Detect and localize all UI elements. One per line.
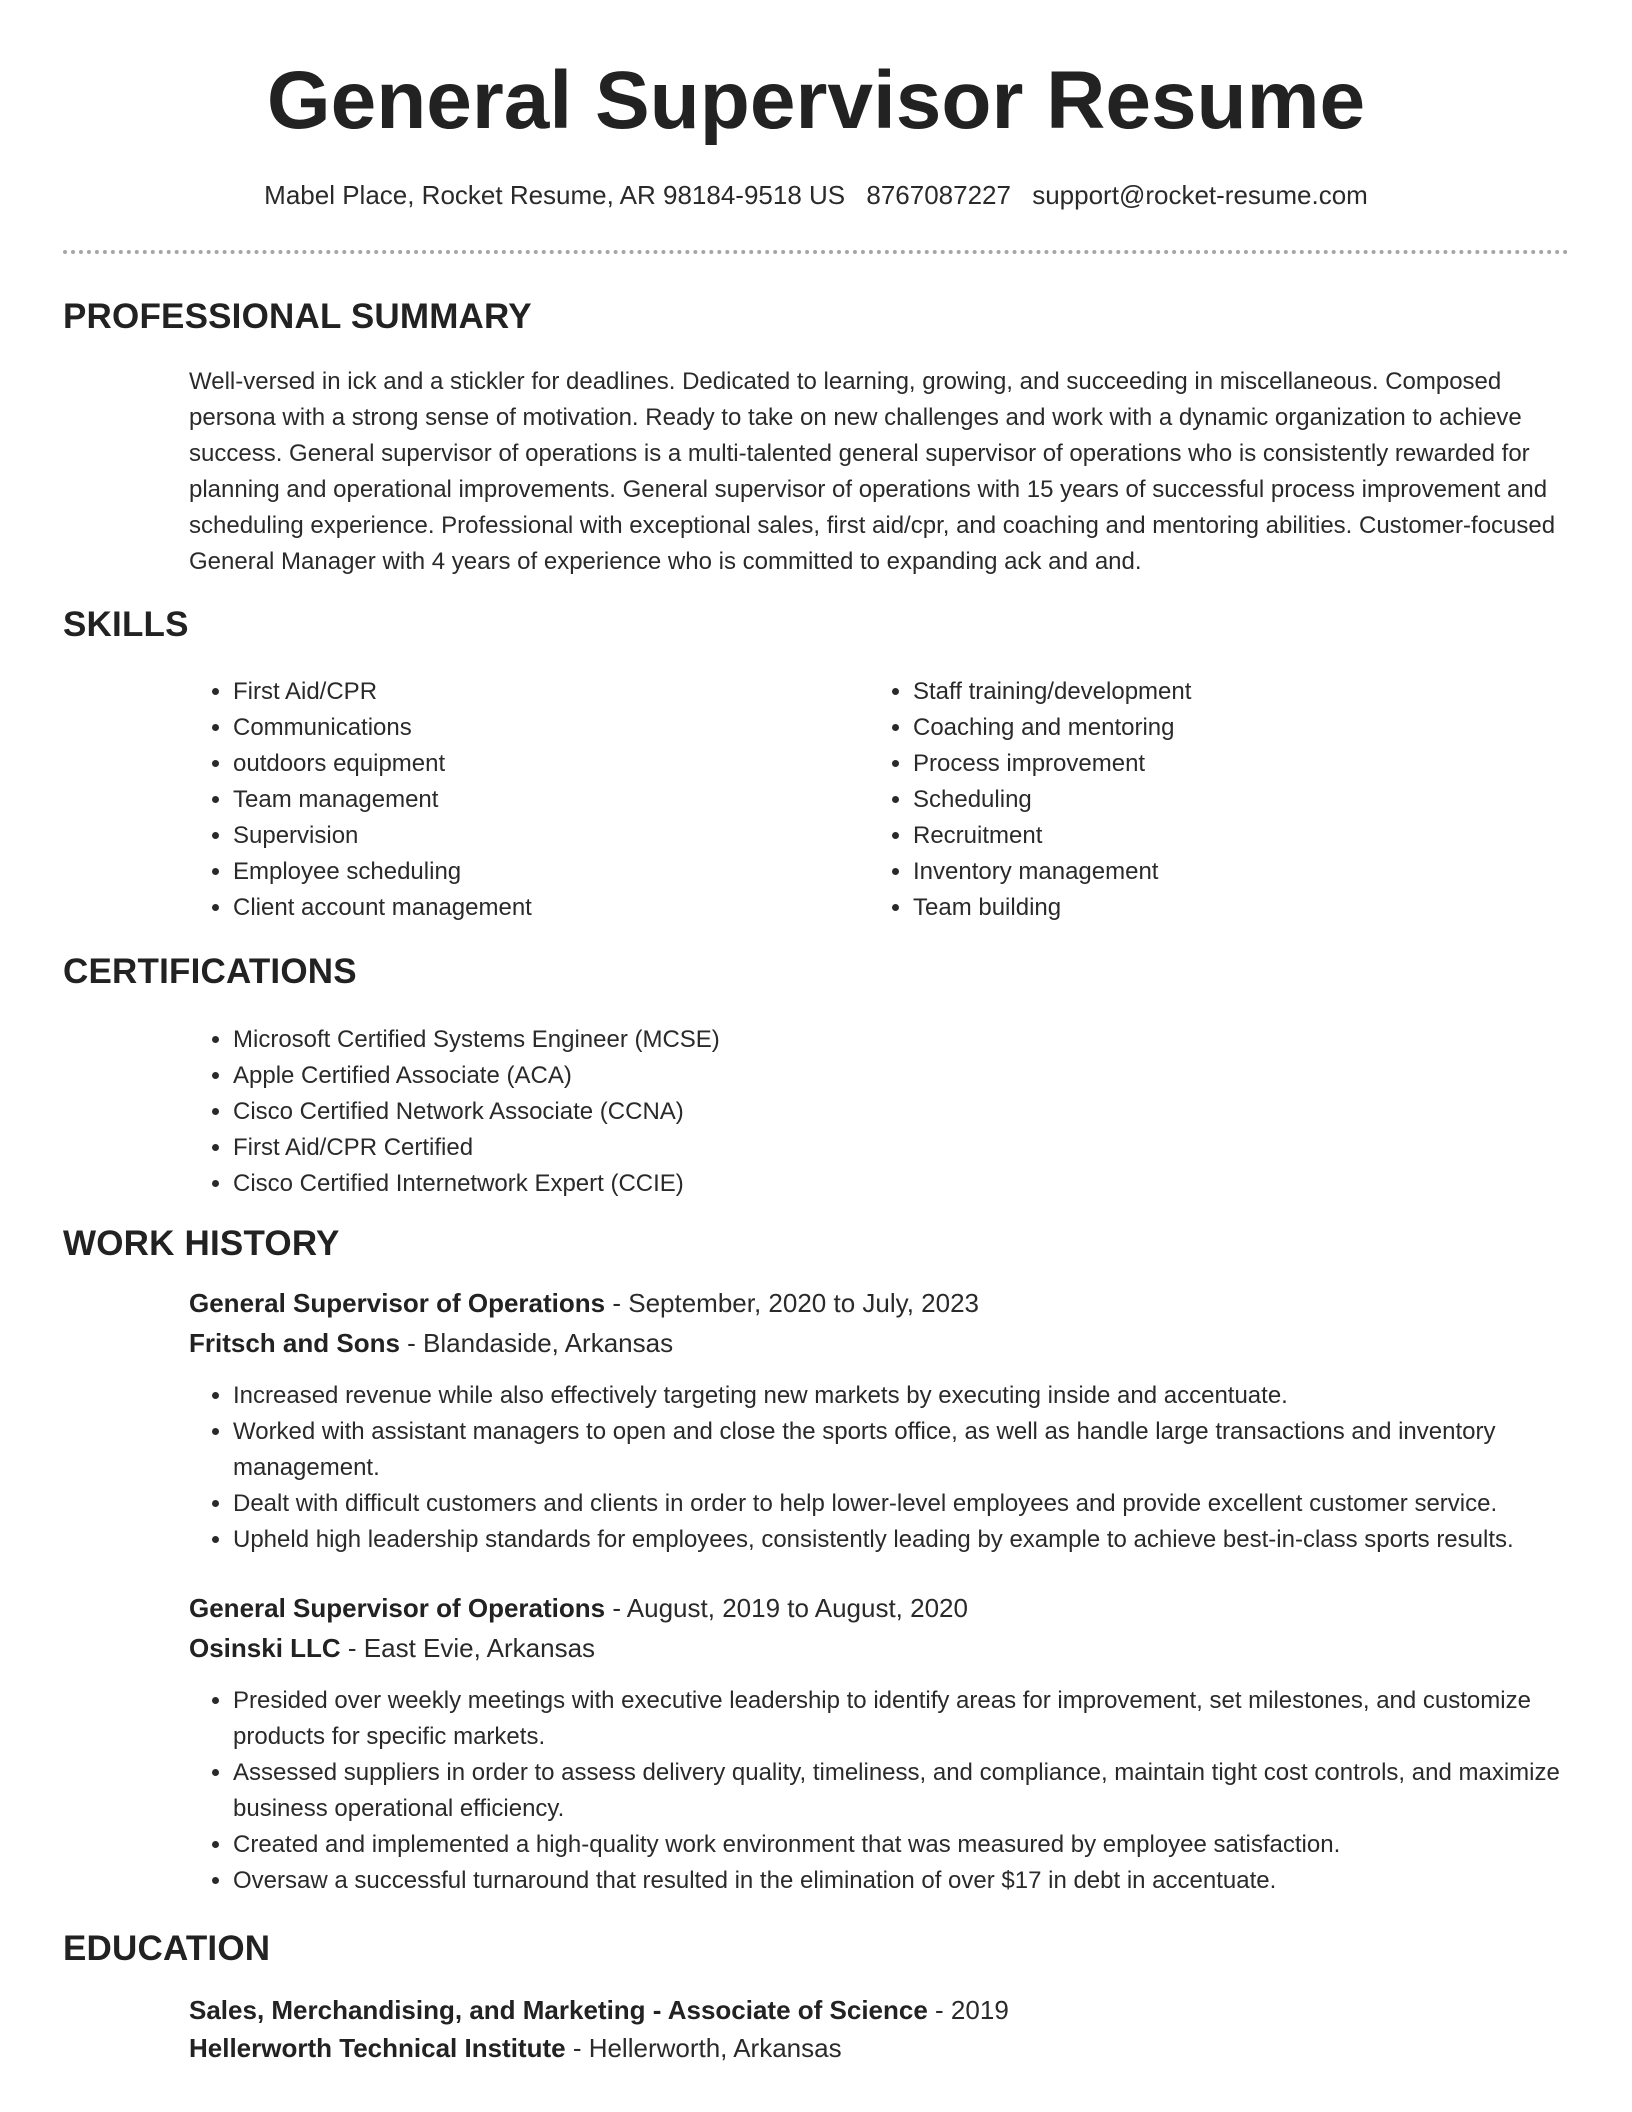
job-2-bullets <box>189 1683 1589 1899</box>
job-bullet: • Increased revenue while also effectively targeting new markets by executing inside and accentuate. <box>233 1378 1589 1414</box>
certification-item: • Microsoft Certified Systems Engineer (MCSE) <box>233 1022 1389 1058</box>
job-location: - East Evie, Arkansas <box>340 1633 596 1663</box>
skills-column-left <box>189 674 849 926</box>
contact-address: Mabel Place, Rocket Resume, AR 98184-9518 US <box>264 180 846 210</box>
education-year: - 2019 <box>927 1995 1009 2025</box>
skill-item: • Client account management <box>233 890 849 926</box>
job-2-company-line <box>189 1628 595 1668</box>
job-title: General Supervisor of Operations <box>189 1593 606 1623</box>
education-heading: EDUCATION <box>63 1929 271 1968</box>
job-bullet: • Worked with assistant managers to open and close the sports office, as well as handle large transactions and inventory management. <box>233 1414 1589 1486</box>
skill-item: • Supervision <box>233 818 849 854</box>
job-title: General Supervisor of Operations <box>189 1288 606 1318</box>
summary-heading: PROFESSIONAL SUMMARY <box>63 297 532 336</box>
certification-item: • Cisco Certified Internetwork Expert (CCIE) <box>233 1166 1389 1202</box>
skill-item: • Process improvement <box>913 746 1529 782</box>
certification-item: • Cisco Certified Network Associate (CCNA) <box>233 1094 1389 1130</box>
work-history-heading: WORK HISTORY <box>63 1224 340 1263</box>
job-company: Fritsch and Sons <box>189 1328 400 1358</box>
contact-line <box>0 180 1632 211</box>
contact-email: support@rocket-resume.com <box>1032 180 1368 210</box>
job-2-title-line <box>189 1588 968 1628</box>
skill-item: • First Aid/CPR <box>233 674 849 710</box>
job-location: - Blandaside, Arkansas <box>399 1328 674 1358</box>
certifications-heading: CERTIFICATIONS <box>63 952 357 991</box>
skill-item: • Coaching and mentoring <box>913 710 1529 746</box>
job-bullet: • Created and implemented a high-quality work environment that was measured by employee satisfaction. <box>233 1827 1589 1863</box>
skill-item: • Team management <box>233 782 849 818</box>
resume-title: General Supervisor Resume <box>266 55 1366 146</box>
education-school-line <box>189 2028 842 2068</box>
education-degree: Sales, Merchandising, and Marketing - Associate of Science <box>189 1995 928 2025</box>
contact-phone: 8767087227 <box>866 180 1011 210</box>
skill-item: • Communications <box>233 710 849 746</box>
education-school: Hellerworth Technical Institute <box>189 2033 566 2063</box>
skill-item: • outdoors equipment <box>233 746 849 782</box>
certification-item: • First Aid/CPR Certified <box>233 1130 1389 1166</box>
job-bullet: • Assessed suppliers in order to assess delivery quality, timeliness, and compliance, maintain tight cost controls, and maximize business operational efficiency. <box>233 1755 1589 1827</box>
job-1-company-line <box>189 1323 673 1363</box>
skill-item: • Employee scheduling <box>233 854 849 890</box>
skill-item: • Scheduling <box>913 782 1529 818</box>
skill-item: • Staff training/development <box>913 674 1529 710</box>
job-bullet: • Upheld high leadership standards for employees, consistently leading by example to achieve best-in-class sports results. <box>233 1522 1589 1558</box>
job-dates: - September, 2020 to July, 2023 <box>605 1288 979 1318</box>
job-bullet: • Dealt with difficult customers and clients in order to help lower-level employees and provide excellent customer service. <box>233 1486 1589 1522</box>
skill-item: • Recruitment <box>913 818 1529 854</box>
education-degree-line <box>189 1990 1009 2030</box>
job-1-bullets <box>189 1378 1589 1558</box>
job-company: Osinski LLC <box>189 1633 341 1663</box>
certifications-list <box>189 1022 1389 1202</box>
skills-heading: SKILLS <box>63 605 189 644</box>
certification-item: • Apple Certified Associate (ACA) <box>233 1058 1389 1094</box>
job-bullet: • Oversaw a successful turnaround that resulted in the elimination of over $17 in debt in accentuate. <box>233 1863 1589 1899</box>
job-bullet: • Presided over weekly meetings with executive leadership to identify areas for improvement, set milestones, and customize products for specific markets. <box>233 1683 1589 1755</box>
skills-column-right <box>869 674 1529 926</box>
skill-item: • Team building <box>913 890 1529 926</box>
job-1-title-line <box>189 1283 979 1323</box>
skill-item: • Inventory management <box>913 854 1529 890</box>
summary-text: Well-versed in ick and a stickler for deadlines. Dedicated to learning, growing, and succeeding in miscellaneous. Composed persona with a strong sense of motivation. Ready to take on new challenges and work with a dynamic organization to achieve success. General supervisor of operations is a multi-talented general supervisor of operations who is consistently rewarded for planning and operational improvements. General supervisor of operations with 15 years of successful process improvement and scheduling experience. Professional with exceptional sales, first aid/cpr, and coaching and mentoring abilities. Customer-focused General Manager with 4 years of experience who is committed to expanding ack and and. <box>189 368 1556 575</box>
job-dates: - August, 2019 to August, 2020 <box>605 1593 968 1623</box>
education-location: - Hellerworth, Arkansas <box>565 2033 842 2063</box>
header-divider <box>63 250 1569 254</box>
